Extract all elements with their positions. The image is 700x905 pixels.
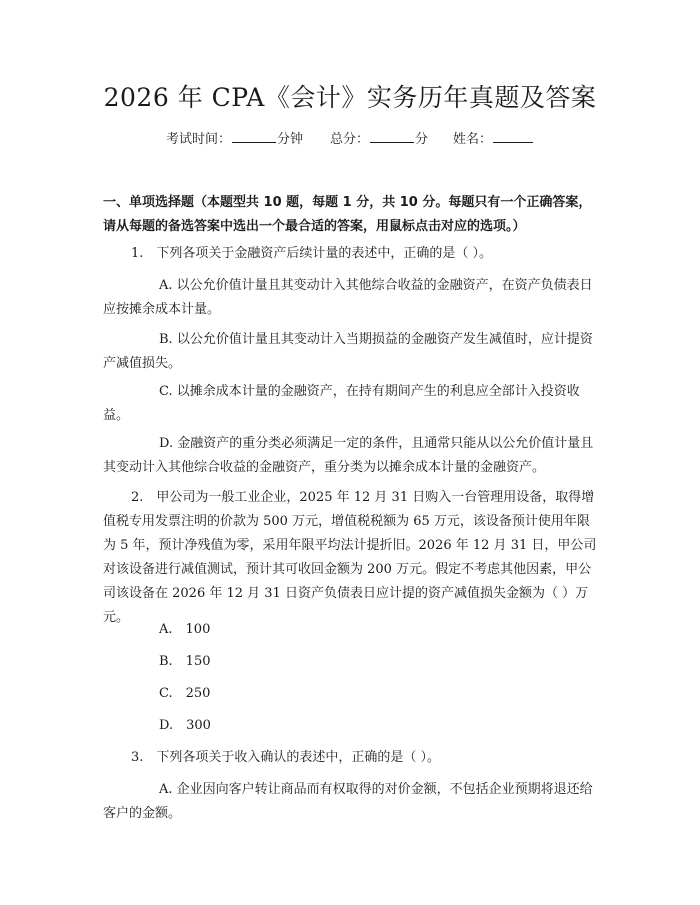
exam-time-field — [166, 128, 303, 150]
name-blank — [493, 128, 533, 143]
total-score-unit: 分 — [415, 132, 429, 147]
question-3-stem: 3. 下列各项关于收入确认的表述中，正确的是（ ）。 — [131, 750, 441, 765]
question-2-option-d[interactable]: D. 300 — [159, 718, 211, 733]
question-2-option-a[interactable]: A. 100 — [159, 622, 211, 637]
page-title: 2026 年 CPA《会计》实务历年真题及答案 — [103, 83, 597, 112]
exam-time-blank — [232, 128, 276, 143]
question-1-option-d[interactable]: D. 金融资产的重分类必须满足一定的条件，且通常只能从以公允价值计量且其变动计入其他综合收益的金融资产，重分类为以摊余成本计量的金融资产。 — [103, 436, 594, 475]
question-1-option-b[interactable]: B. 以公允价值计量且其变动计入当期损益的金融资产发生减值时，应计提资产减值损失。 — [103, 332, 593, 371]
question-2-option-b[interactable]: B. 150 — [159, 654, 211, 669]
total-score-blank — [370, 128, 414, 143]
question-2-stem: 2. 甲公司为一般工业企业，2025 年 12 月 31 日购入一台管理用设备，取得增值税专用发票注明的价款为 500 万元，增值税税额为 65 万元，该设备预计使用年限为 5 年，预计净残值为零，采用年限平均法计提折旧。2026 年 12 月 31 日，甲公司对该设备进行减值测试，预计其可收回金额为 200 万元。假定不考虑其他因素，甲公司该设备在 2026 年 12 月 31 日资产负债表日应计提的资产减值损失金额为（ ）万元。 — [103, 490, 597, 625]
section-heading: 一、单项选择题（本题型共 10 题，每题 1 分，共 10 分。每题只有一个正确答案，请从每题的备选答案中选出一个最合适的答案，用鼠标点击对应的选项。） — [103, 195, 592, 234]
question-2-option-c[interactable]: C. 250 — [159, 686, 211, 701]
question-3-option-a[interactable]: A. 企业因向客户转让商品而有权取得的对价金额，不包括企业预期将退还给客户的金额。 — [103, 782, 593, 821]
total-score-field — [330, 128, 428, 150]
question-1-option-a[interactable]: A. 以公允价值计量且其变动计入其他综合收益的金融资产，在资产负债表日应按摊余成本计量。 — [103, 278, 593, 317]
name-field — [453, 128, 534, 150]
exam-time-unit: 分钟 — [277, 132, 304, 147]
question-1-option-c[interactable]: C. 以摊余成本计量的金融资产，在持有期间产生的利息应全部计入投资收益。 — [103, 384, 580, 423]
exam-time-label: 考试时间： — [166, 132, 232, 147]
total-score-label: 总分： — [330, 132, 370, 147]
question-1-stem: 1. 下列各项关于金融资产后续计量的表述中，正确的是（ ）。 — [131, 246, 493, 261]
name-label: 姓名： — [453, 132, 493, 147]
